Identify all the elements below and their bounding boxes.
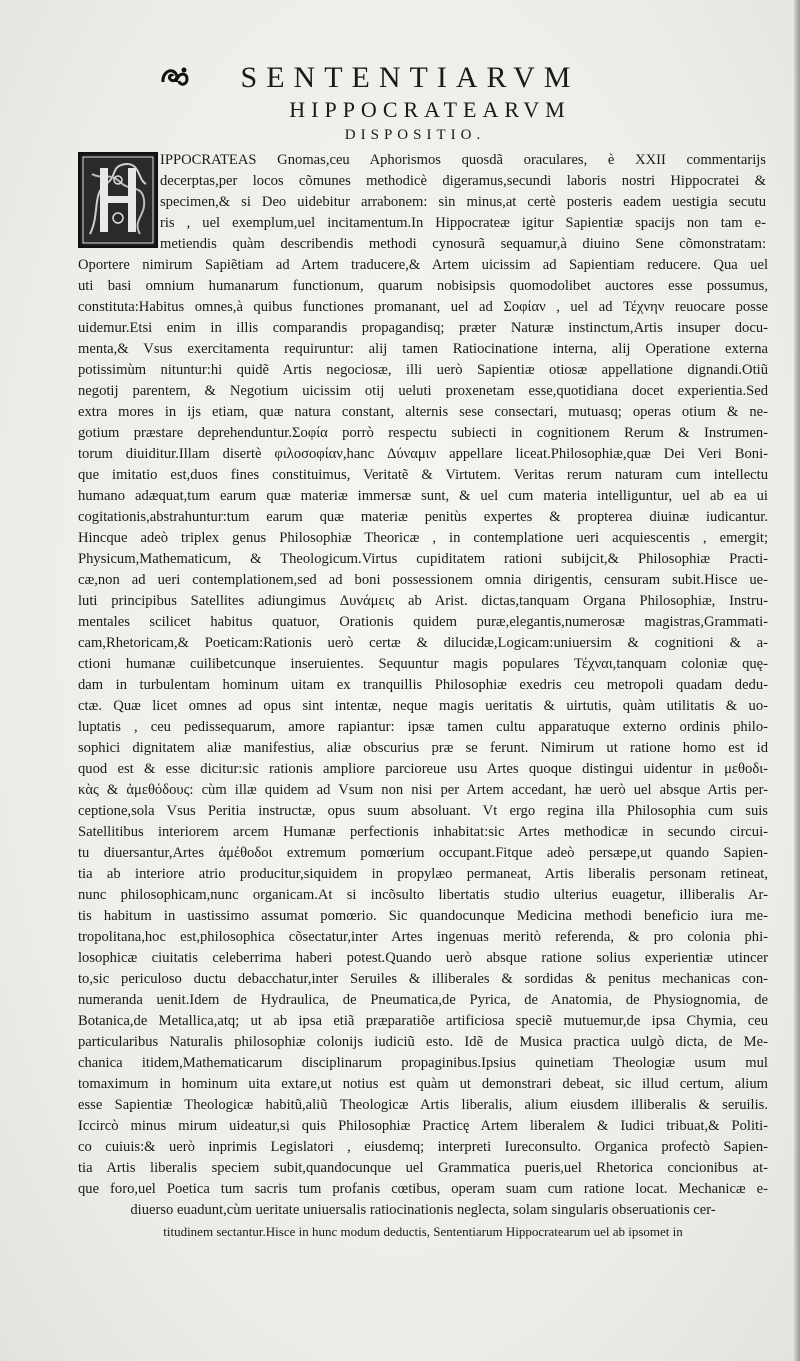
text-line: que foro,uel Poetica tum sacris tum profanis cœtibus, operam suam cum ratione locat. Mechanicæ e- (78, 1181, 768, 1197)
text-line: cogitationis,abstrahuntur:tum earum quæ materiæ penitùs expertes & propterea diuinæ iudicantur. (78, 509, 768, 525)
text-line: cam,Rhetoricam,& Poeticam:Rationis uerò certæ & dilucidæ,Logicam:uniuersim & cognitioni & a- (78, 635, 768, 651)
text-line: tu diuersantur,Artes ἀμέθοδοι extremum pomœrium occupant.Fitque adeò persæpe,ut quando Sapien- (78, 845, 768, 861)
text-line: uidemur.Etsi enim in illis comparandis propagandisq; præter Naturæ instinctum,Artis insuper docu- (78, 320, 768, 336)
text-line: menta,& Vsus exercitamenta requiruntur: alij tamen Ratiocinatione interna, alij Operatione externa (78, 341, 768, 357)
text-line: potissimùm nituntur:hi quidẽ Artis negociosæ, illi uerò Sapientiæ otiosæ appellatione dignandi.Otiũ (78, 362, 768, 378)
text-line: que imitatio est,duos fines constituimus, Veritatẽ & Virtutem. Veritas rerum naturam cum intellectu (78, 467, 768, 483)
text-line: numeranda uenit.Idem de Hydraulica, de Pneumatica,de Pyrica, de Anatomia, de Physiognomia, de (78, 992, 768, 1008)
text-line: constituta:Habitus omnes,à quibus functiones promanant, uel ad Σοφίαν , uel ad Τέχνην reuocare posse (78, 299, 768, 315)
initial-h-ornament-icon (80, 154, 156, 246)
page-header (60, 60, 760, 146)
text-line: cæ,non ad ueri contemplationem,sed ad boni possessionem omnia dirigentis, censuram subit.Hisce ue- (78, 572, 768, 588)
text-line: decerptas,per locos cõmunes methodicè digeramus,secundi laboris nostri Hippocratei & (160, 173, 766, 189)
text-line: Physicum,Mathematicum, & Theologicum.Virtus cupiditatem rationi subijcit,& Philosophiæ Practi- (78, 551, 768, 567)
text-line: tis habitum in uastissimo assumat pomœrio. Sic quandocunque Medicina methodi beneficio iura me- (78, 908, 768, 924)
text-line: chanica itidem,Mathematicarum disciplinarum propaginibus.Ipsius quinetiam Theologiæ usum mul (78, 1055, 768, 1071)
title-line-3: DISPOSITIO. (344, 127, 486, 143)
text-line: esse Sapientiæ Theologicæ habitũ,aliũ Theologicæ Artis liberalis, alium eiusdem illiberalis & seruilis. (78, 1097, 768, 1113)
text-line: Iccircò minus mirum uideatur,si quis Philosophiæ Practicę Artem liberalem & Iudici tribuat,& Politi- (78, 1118, 768, 1134)
text-line: sophici dignitatem aliæ manifestius, aliæ obscurius præ se ferunt. Nimirum ut ratione homo est id (78, 740, 768, 756)
text-line: ris , uel exemplum,uel incitamentum.In Hippocrateæ igitur Sapientiæ spacijs non tam e- (160, 215, 766, 231)
text-line: tomaximum in hominum uita extare,ut notius est quàm ut demonstrari debeat, sic illud certum, alium (78, 1076, 768, 1092)
text-line: particularibus Naturalis philosophiæ colonijs iudiciũ esto. Idẽ de Musica practica uulgò dicta, de Me- (78, 1034, 768, 1050)
text-line: tia ab interiore atrio producitur,siquidem in propylæo permaneat, Artis liberalis personam retineat, (78, 866, 768, 882)
text-line: dam in turbulentam hominum uitam ex tranquillis Philosophiæ exedris ceu metropoli quadam dedu- (78, 677, 768, 693)
text-line: Hincque adeò triplex genus Philosophiæ Theoricæ , in contemplatione ueri acquiescentis , emergit; (78, 530, 768, 546)
text-line: co cuiuis:& uerò inprimis Legislatori , eiusdemq; interpreti Iureconsulto. Organica profectò Sapien- (78, 1139, 768, 1155)
text-line: tropolitana,hoc est,philosophica cõsectatur,inter Artes ingenuas meritò referenda, & pro colonia phi- (78, 929, 768, 945)
text-line: titudinem sectantur.Hisce in hunc modum deductis, Sententiarum Hippocratearum uel ab ipsomet in (163, 1224, 683, 1239)
text-line: extra mores in ijs etiam, quæ natura constant, alternis sese consectari, mutuasq; operas otium & ne- (78, 404, 768, 420)
text-line: luptatis , ceu pedissequarum, amore rapiantur: ipsæ tamen cultu apparatuque externo ordinis philo- (78, 719, 768, 735)
page-gutter-shadow (794, 0, 800, 1361)
text-line: κὰς & ἀμεθόδους: cùm illæ quidem ad Vsum non nisi per Artem accedant, hæ uerò uel absque Artis per- (78, 782, 768, 798)
text-line: diuerso euadunt,cùm ueritate uniuersalis ratiocinationis neglecta, solam singularis obseruationis cer- (130, 1202, 716, 1218)
text-line: metiendis quàm describendis methodi cynosurã sequamur,à diuino Sene cõmonstratam: (160, 236, 766, 252)
text-line: quod est & esse dicitur:sic rationis ampliore parcioreue usu Artes quoque distingui uidentur in μεθοδι- (78, 761, 768, 777)
text-line: mentales scilicet habitus quatuor, Orationis quidem puræ,elegantis,numerosæ magistras,Grammati- (78, 614, 768, 630)
text-line: torum diuiditur.Illam disertè φιλοσοφίαν,hanc Δύναμιν appellare liceat.Philosophiæ,quæ Dei Veri Boni- (78, 446, 768, 462)
text-line: negotij parentem, & Negotium uicissim otij ueluti proxenetam esse,quotidiana docet experientia.Sed (78, 383, 768, 399)
fleuron-ornament-icon (160, 64, 190, 90)
text-line: luti principibus Satellites adiungimus Δυνάμεις ab Arist. dictas,tanquam Organa Philosophiæ, Instru- (78, 593, 768, 609)
text-line: to,sic periculoso ductu debacchatur,inter Seruiles & illiberales & sordidas & penitus mechanicas con- (78, 971, 768, 987)
text-line: humano adæquat,tum earum quæ materiæ immersæ sunt, & uel cum materia intelliguntur, uel ab ea ui (78, 488, 768, 504)
text-line: Botanica,de Metallica,atq; ut ab ipsa etiã præparatiõe artificiosa speciẽ mutuemur,de ipsa Chymia, ceu (78, 1013, 768, 1029)
decorated-initial-letter (78, 152, 158, 248)
text-line: tia Artis liberalis speciem subit,quandocunque uel Grammatica pueris,uel Rhetorica concionibus at- (78, 1160, 768, 1176)
text-line: Satellitibus interiorem arcem Humanæ perfectionis inhabitat:sic Artes methodicæ in secundo circui- (78, 824, 768, 840)
text-line: losophicæ ciuitatis celeberrima haberi potest.Quando uerò absque ratione solius experientiæ utincer (78, 950, 768, 966)
text-line: specimen,& si Deo uidebitur arrabonem: sin minus,at certè posteris eadem uestigia secutu (160, 194, 766, 210)
text-line: nunc philosophicam,nunc organicam.At si incõsulto libertatis studio ulterius euagetur, illiberalis Ar- (78, 887, 768, 903)
title-line-1: SENTENTIARVM (60, 60, 760, 96)
text-line: IPPOCRATEAS Gnomas,ceu Aphorismos quosdã oraculares, è XXII commentarijs (160, 152, 766, 168)
title-line-2: HIPPOCRATEARVM (289, 97, 571, 122)
text-line: ctioni humanæ cuilibetcunque inseruientes. Sequuntur magis populares Τέχναι,tanquam coloniæ quę- (78, 656, 768, 672)
text-line: gotium præstare deprehenduntur.Σοφία porrò respectu subiecti in cognitionem Rerum & Instrumen- (78, 425, 768, 441)
text-line: ceptione,sola Vsus Peritia instructæ, opus suum absoluant. Vt ergo regina illa Philosophia cum suis (78, 803, 768, 819)
text-line: ctæ. Quæ licet omnes ad opus sint intentæ, neque magis ueritatis & uirtutis, quàm utilitatis & uo- (78, 698, 768, 714)
text-line: Oportere nimirum Sapiẽtiam ad Artem traducere,& Artem uicissim ad Sapientiam reducere. Qua uel (78, 257, 768, 273)
text-line: uti basi omnium humanarum functionum, quarum nobisipsis quomodolibet auctores esse possumus, (78, 278, 768, 294)
